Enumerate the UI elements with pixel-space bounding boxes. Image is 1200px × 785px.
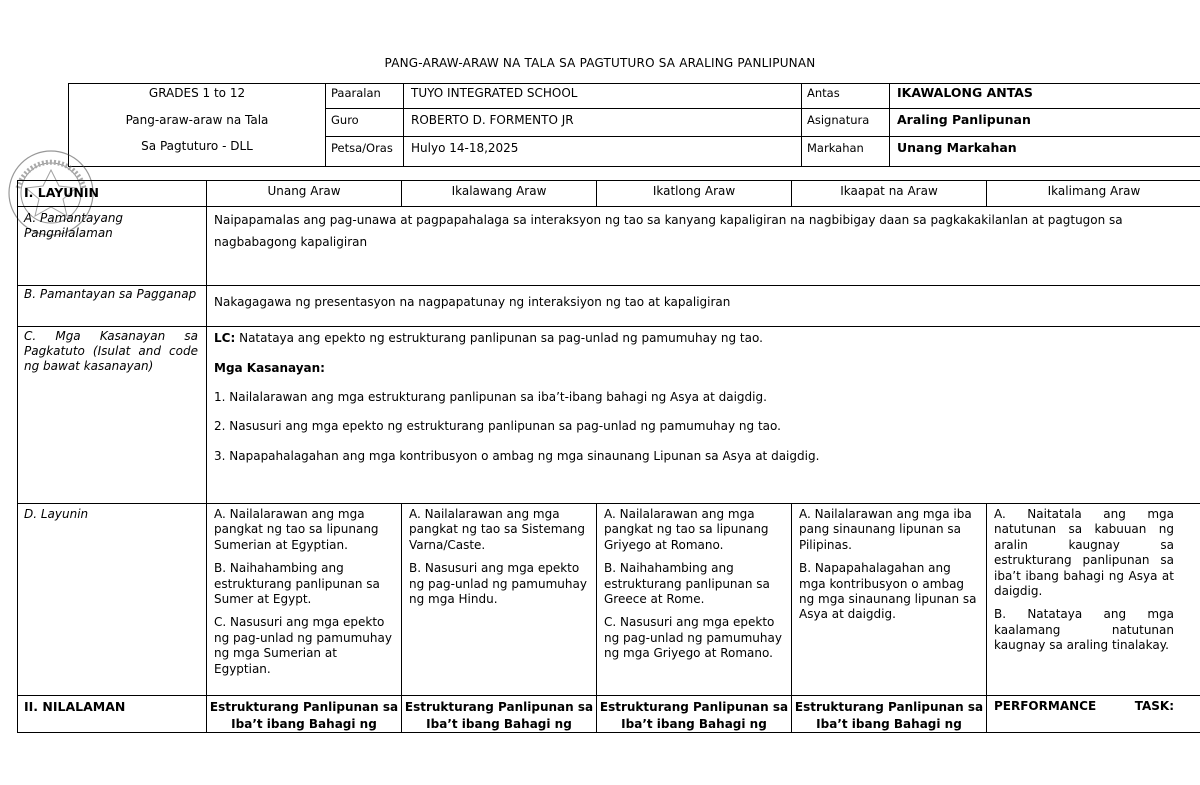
day3-objective-b: B. Naihahambing ang estrukturang panlipunan sa Greece at Rome.: [604, 561, 770, 607]
day4-objective-a: A. Nailalarawan ang mga iba pang sinaunang lipunan sa Pilipinas.: [799, 507, 972, 552]
day5-objective-b: B. Natataya ang mga kaalamang natutunan kaugnay sa araling tinalakay.: [994, 607, 1174, 653]
paaralan-label: Paaralan: [331, 86, 381, 100]
antas-label: Antas: [807, 86, 840, 100]
day5-objective-a: A. Naitatala ang mga natutunan sa kabuuan ng aralin kaugnay sa estrukturang panlipunan sa iba’t ibang bahagi ng Asya at daigdig.: [994, 507, 1174, 599]
lc-text: Natataya ang epekto ng estrukturang panlipunan sa pag-unlad ng pamumuhay ng tao.: [239, 331, 763, 345]
page-title: PANG-ARAW-ARAW NA TALA SA PAGTUTURO SA ARALING PANLIPUNAN: [384, 56, 816, 70]
dll-title-line2: Sa Pagtuturo - DLL: [141, 139, 253, 153]
layunin-heading: I. LAYUNIN: [24, 185, 99, 200]
learning-competency: [214, 327, 1184, 349]
petsa-label: Petsa/Oras: [331, 141, 393, 155]
day3-objectives: [604, 507, 786, 670]
performance-task-label: PERFORMANCE TASK:: [994, 699, 1174, 713]
day2-nilalaman: Estrukturang Panlipunan sa Iba’t ibang Bahagi ng: [404, 700, 594, 731]
nilalaman-heading: II. NILALAMAN: [24, 699, 126, 714]
day1-nilalaman: Estrukturang Panlipunan sa Iba’t ibang Bahagi ng: [209, 700, 399, 731]
pamantayan-sa-pagganap-label: B. Pamantayan sa Pagganap: [24, 287, 197, 301]
kasanayan-2: 2. Nasusuri ang mga epekto ng estrukturang panlipunan sa pag-unlad ng pamumuhay ng tao.: [214, 419, 781, 433]
pamantayang-pangnilalaman-text: Naipapamalas ang pag-unawa at pagpapahalaga sa interaksyon ng tao sa kanyang kapaligiran na nagbibigay daan sa pagkakakilanlan at pagtugon sa nagbabagong kapaligiran: [214, 213, 1123, 249]
dll-title-line1: Pang-araw-araw na Tala: [125, 113, 269, 127]
markahan-label: Markahan: [807, 141, 864, 155]
day1-objective-c: C. Nasusuri ang mga epekto ng pag-unlad ng pamumuhay ng mga Sumerian at Egyptian.: [214, 615, 392, 676]
day-header-5: Ikalimang Araw: [1047, 184, 1141, 198]
asignatura-label: Asignatura: [807, 113, 870, 127]
asignatura-value: Araling Panlipunan: [897, 112, 1031, 127]
day-header-2: Ikalawang Araw: [451, 184, 547, 198]
day3-objective-a: A. Nailalarawan ang mga pangkat ng tao sa lipunang Griyego at Romano.: [604, 507, 769, 552]
layunin-label: D. Layunin: [24, 507, 89, 521]
lc-tag: LC:: [214, 331, 236, 345]
day4-objective-b: B. Napapahalagahan ang mga kontribusyon o ambag ng mga sinaunang lipunan sa Asya at daigdig.: [799, 561, 977, 622]
day1-objective-b: B. Naihahambing ang estrukturang panlipunan sa Sumer at Egypt.: [214, 561, 380, 607]
paaralan-value: TUYO INTEGRATED SCHOOL: [411, 86, 578, 100]
antas-value: IKAWALONG ANTAS: [897, 85, 1033, 100]
day-header-3: Ikatlong Araw: [652, 184, 736, 198]
day3-nilalaman: Estrukturang Panlipunan sa Iba’t ibang Bahagi ng: [599, 700, 789, 731]
petsa-value: Hulyo 14-18,2025: [411, 141, 519, 155]
day5-objectives: [994, 507, 1174, 662]
day1-objective-a: A. Nailalarawan ang mga pangkat ng tao sa lipunang Sumerian at Egyptian.: [214, 507, 379, 552]
day2-objectives: [409, 507, 589, 615]
kasanayan-1: 1. Nailalarawan ang mga estrukturang panlipunan sa iba’t-ibang bahagi ng Asya at daigdig.: [214, 390, 767, 404]
pamantayan-sa-pagganap-text: Nakagagawa ng presentasyon na nagpapatunay ng interaksiyon ng tao at kapaligiran: [214, 295, 731, 309]
day4-objectives: [799, 507, 979, 631]
header-info-table: [68, 83, 1200, 167]
grades-label: GRADES 1 to 12: [148, 86, 246, 100]
guro-label: Guro: [331, 113, 359, 127]
pamantayang-pangnilalaman-label: A. Pamantayang Pangnilalaman: [24, 211, 124, 240]
kasanayan-3: 3. Napapahalagahan ang mga kontribusyon o ambag ng mga sinaunang Lipunan sa Asya at daigdig.: [214, 449, 820, 463]
mga-kasanayan-heading: Mga Kasanayan:: [214, 361, 325, 375]
day2-objective-a: A. Nailalarawan ang mga pangkat ng tao sa Sistemang Varna/Caste.: [409, 507, 586, 552]
day3-objective-c: C. Nasusuri ang mga epekto ng pag-unlad ng pamumuhay ng mga Griyego at Romano.: [604, 615, 782, 661]
lesson-plan-table: [17, 180, 1200, 733]
mga-kasanayan-label: C. Mga Kasanayan sa Pagkatuto (Isulat and code ng bawat kasanayan): [24, 329, 198, 373]
guro-value: ROBERTO D. FORMENTO JR: [411, 113, 574, 127]
day-header-1: Unang Araw: [267, 184, 341, 198]
day2-objective-b: B. Nasusuri ang mga epekto ng pag-unlad ng pamumuhay ng mga Hindu.: [409, 561, 587, 607]
day4-nilalaman: Estrukturang Panlipunan sa Iba’t ibang Bahagi ng: [794, 700, 984, 731]
markahan-value: Unang Markahan: [897, 140, 1017, 155]
day-header-4: Ikaapat na Araw: [840, 184, 938, 198]
day1-objectives: [214, 507, 396, 685]
